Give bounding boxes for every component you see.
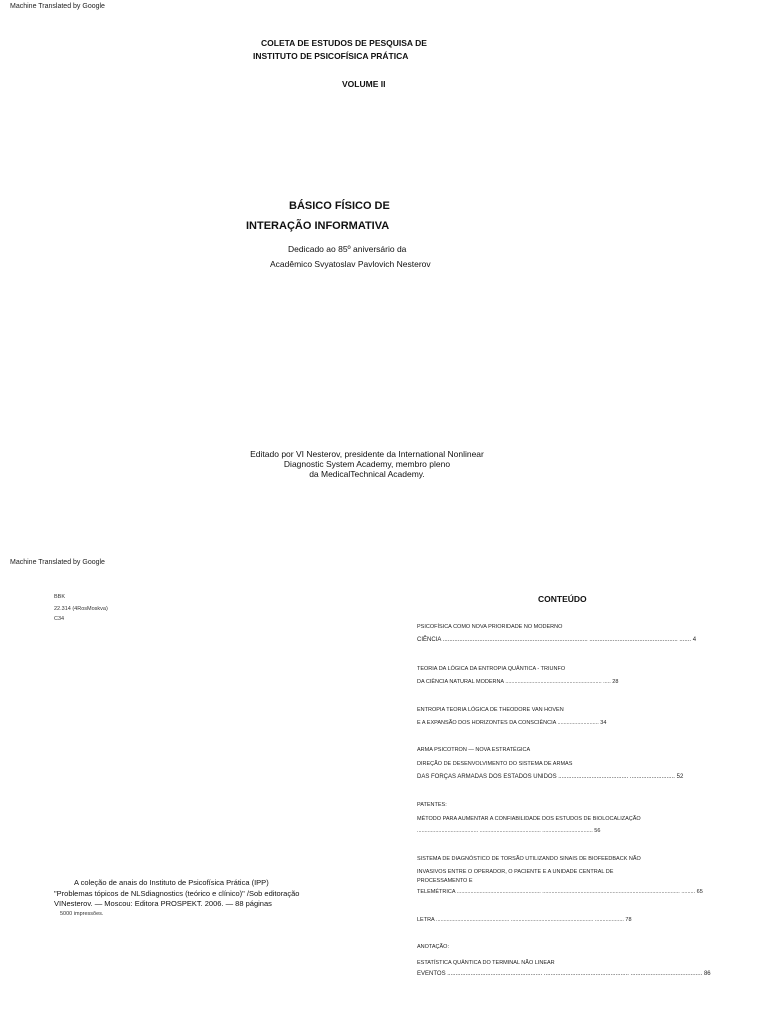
header-line-1: COLETA DE ESTUDOS DE PESQUISA DE (261, 38, 427, 48)
machine-translated-label: Machine Translated by Google (10, 3, 105, 10)
editor-block (240, 449, 494, 479)
title-line-1: BÁSICO FÍSICO DE (289, 200, 390, 212)
toc-entry-line: PROCESSAMENTO E (417, 878, 473, 884)
toc-entry-line: ........................................ ........................................ ................................. 56 (417, 828, 601, 834)
toc-entry-line: TELEMÉTRICA ....................................................... .......................................................................................... ......... 65 (417, 889, 703, 895)
editor-line-3: da MedicalTechnical Academy. (309, 469, 425, 479)
toc-entry-line: E A EXPANSÃO DOS HORIZONTES DA CONSCIÊNCIA ........................... 34 (417, 720, 607, 726)
bbk-code-1: 22.314 (4RosMoskva) (54, 606, 108, 612)
collection-line-2: "Problemas tópicos de NLSdiagnostics (teórico e clínico)" /Sob editoração (54, 889, 300, 898)
toc-entry-line: CIÊNCIA ....................................................................................... ..................................................... ....... 4 (417, 637, 697, 643)
machine-translated-label: Machine Translated by Google (10, 559, 105, 566)
toc-entry-line: LETRA ................................................ ...................................................... ................... 78 (417, 917, 632, 923)
toc-entry-line: SISTEMA DE DIAGNÓSTICO DE TORSÃO UTILIZANDO SINAIS DE BIOFEEDBACK NÃO (417, 856, 641, 862)
toc-entry-line: ENTROPIA TEORIA LÓGICA DE THEODORE VAN HOVEN (417, 707, 564, 713)
toc-entry-line: DAS FORÇAS ARMADAS DOS ESTADOS UNIDOS .......................................... ........................... 52 (417, 774, 684, 780)
toc-entry-line: DA CIÊNCIA NATURAL MODERNA ............................................................... ..... 28 (417, 679, 619, 685)
editor-line-2: Diagnostic System Academy, membro pleno (283, 459, 451, 469)
toc-entry-line: EVENTOS ......................................................... ................................................... ........................................... 86 (417, 971, 711, 977)
collection-line-1: A coleção de anais do Instituto de Psicofísica Prática (IPP) (74, 878, 269, 887)
bbk-code-2: C34 (54, 616, 65, 622)
toc-entry-line: ESTATÍSTICA QUÂNTICA DO TERMINAL NÃO LINEAR (417, 960, 555, 966)
collection-line-3: VINesterov. — Moscou: Editora PROSPEKT. 2006. — 88 páginas (54, 899, 272, 908)
toc-entry-line: PSICOFÍSICA COMO NOVA PRIORIDADE NO MODERNO (417, 624, 563, 630)
toc-entry-line: MÉTODO PARA AUMENTAR A CONFIABILIDADE DOS ESTUDOS DE BIOLOCALIZAÇÃO (417, 816, 641, 822)
toc-entry-line: INVASIVOS ENTRE O OPERADOR, O PACIENTE E A UNIDADE CENTRAL DE (417, 869, 614, 875)
title-line-2: INTERAÇÃO INFORMATIVA (246, 220, 390, 232)
editor-line-1: Editado por VI Nesterov, presidente da International Nonlinear (250, 449, 484, 459)
toc-entry-line: ARMA PSICOTRON — NOVA ESTRATÉGICA (417, 747, 531, 753)
volume-label: VOLUME II (342, 79, 386, 89)
toc-entry-line: PATENTES: (417, 802, 447, 808)
dedication-line-2: Acadêmico Svyatoslav Pavlovich Nesterov (270, 259, 431, 269)
bbk-label: BBK (54, 594, 66, 600)
dedication-line-1: Dedicado ao 85º aniversário da (288, 244, 407, 254)
toc-entry-line: ANOTAÇÃO: (417, 944, 449, 950)
header-line-2: INSTITUTO DE PSICOFÍSICA PRÁTICA (253, 51, 409, 61)
toc-entry-line: TEORIA DA LÓGICA DA ENTROPIA QUÂNTICA - TRIUNFO (417, 666, 566, 672)
impressions-count: 5000 impressões. (60, 911, 104, 917)
toc-entry-line: DIREÇÃO DE DESENVOLVIMENTO DO SISTEMA DE ARMAS (417, 761, 573, 767)
contents-title: CONTEÚDO (538, 594, 587, 604)
